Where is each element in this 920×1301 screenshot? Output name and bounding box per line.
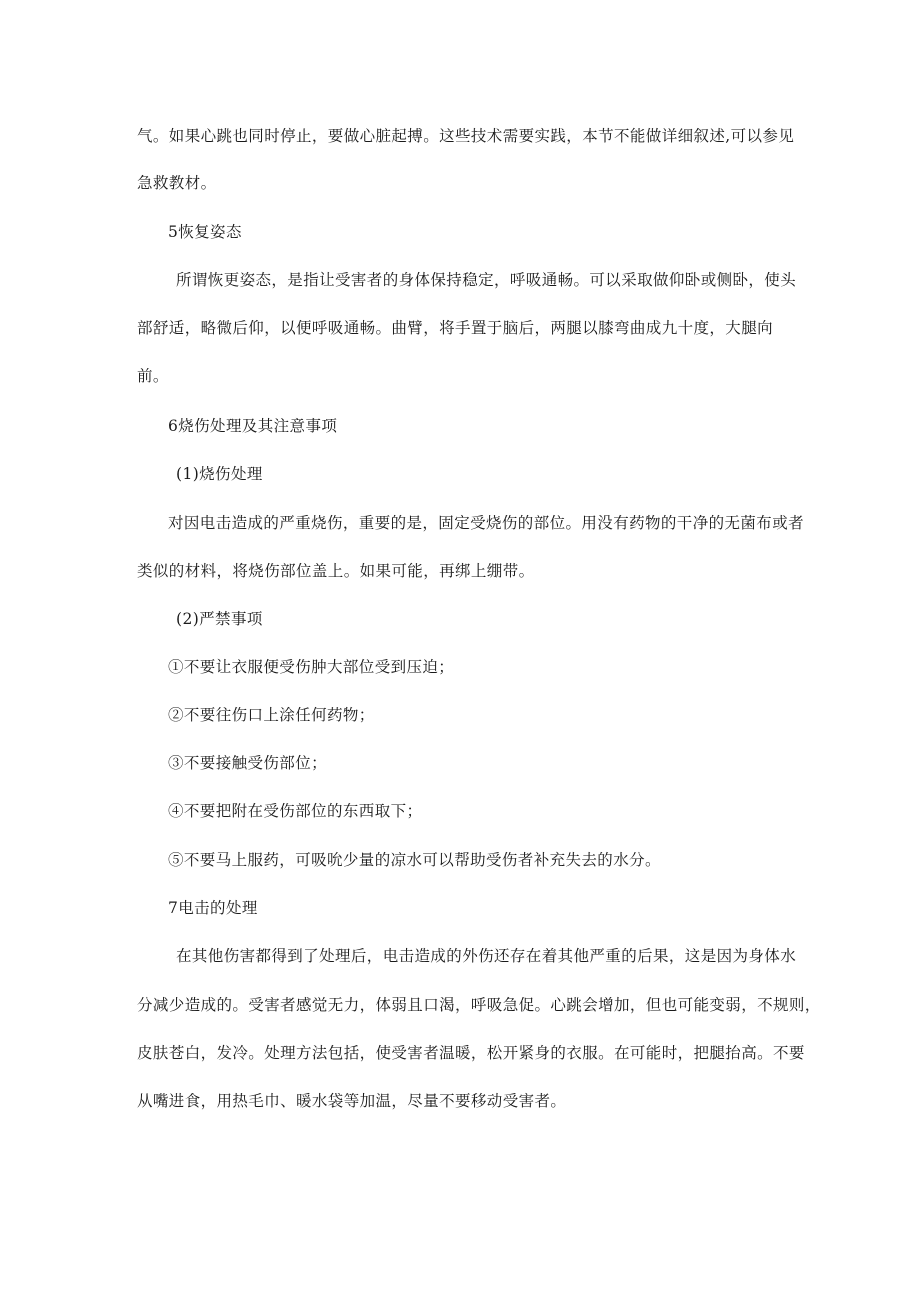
list-item: ④不要把附在受伤部位的东西取下； bbox=[168, 802, 423, 820]
paragraph-line: 类似的材料，将烧伤部位盖上。如果可能，再绑上绷带。 bbox=[137, 562, 535, 580]
paragraph-line: 前。 bbox=[137, 367, 169, 385]
list-item: ①不要让衣服便受伤肿大部位受到压迫； bbox=[168, 658, 455, 676]
section-heading: 7电击的处理 bbox=[168, 899, 258, 917]
paragraph-line: 急救教材。 bbox=[137, 174, 217, 192]
paragraph-line: 皮肤苍白，发冷。处理方法包括，使受害者温暖，松开紧身的衣服。在可能时，把腿抬高。不要 bbox=[137, 1044, 805, 1062]
paragraph-line: 对因电击造成的严重烧伤，重要的是，固定受烧伤的部位。用没有药物的干净的无菌布或者 bbox=[168, 514, 805, 532]
list-item: ②不要往伤口上涂任何药物； bbox=[168, 706, 375, 724]
list-item: ⑤不要马上服药，可吸吮少量的凉水可以帮助受伤者补充失去的水分。 bbox=[168, 851, 661, 869]
paragraph-line: 从嘴进食，用热毛巾、暖水袋等加温，尽量不要移动受害者。 bbox=[137, 1092, 567, 1110]
paragraph-line: 分减少造成的。受害者感觉无力，体弱且口渴，呼吸急促。心跳会增加，但也可能变弱，不规则， bbox=[137, 996, 821, 1014]
paragraph-line: 部舒适，略微后仰，以便呼吸通畅。曲臂，将手置于脑后，两腿以膝弯曲成九十度，大腿向 bbox=[137, 319, 774, 337]
paragraph-line: 所谓恢更姿态，是指让受害者的身体保持稳定，呼吸通畅。可以采取做仰卧或侧卧，使头 bbox=[176, 271, 797, 289]
list-item: ③不要接触受伤部位； bbox=[168, 754, 328, 772]
subsection-heading: (1)烧伤处理 bbox=[176, 465, 263, 483]
section-heading: 6烧伤处理及其注意事项 bbox=[168, 417, 338, 435]
section-heading: 5恢复姿态 bbox=[168, 223, 242, 241]
subsection-heading: (2)严禁事项 bbox=[176, 610, 263, 628]
paragraph-line: 气。如果心跳也同时停止，要做心脏起搏。这些技术需要实践，本节不能做详细叙述,可以参见 bbox=[137, 127, 795, 145]
paragraph-line: 在其他伤害都得到了处理后，电击造成的外伤还存在着其他严重的后果，这是因为身体水 bbox=[176, 947, 797, 965]
